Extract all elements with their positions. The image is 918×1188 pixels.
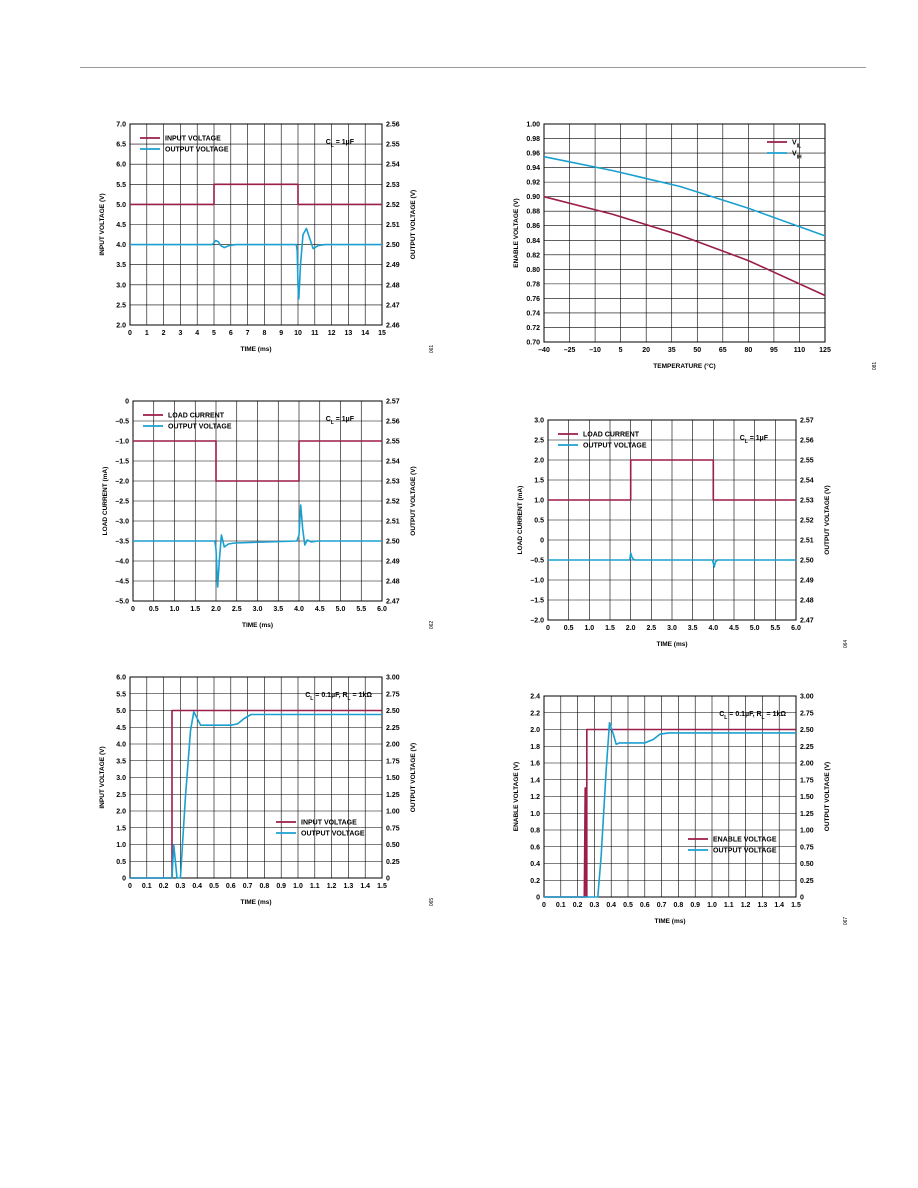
y-tick-label: 1.5 [116,825,126,833]
x-tick-label: 0.9 [690,902,701,909]
y2-tick-label: 3.00 [800,693,814,701]
y2-tick-label: 2.00 [800,760,814,768]
y2-tick-label: 2.51 [386,518,400,526]
x-tick-label: 6 [228,330,233,337]
y-tick-label: –2.0 [530,617,544,625]
chart-2 [513,122,878,371]
y-tick-label: 0.5 [116,858,126,866]
y2-tick-label: 0.50 [800,861,814,868]
y2-tick-label: 2.55 [386,141,400,149]
y2-tick-label: 2.50 [800,727,814,734]
x-tick-label: 14 [361,330,370,337]
condition-annotation: $C_L = 0.1\mu F$, $R_L = 1k\Omega$ [305,692,372,702]
x-tick-label: 0.5 [148,606,159,613]
condition-annotation: $C_L = 1\mu F$ [325,416,354,426]
y-tick-label: 0.2 [530,877,540,885]
y-tick-label: 3.0 [116,775,126,782]
x-axis-label: TIME (ms) [654,918,686,925]
y-tick-label: –4.5 [115,578,129,586]
legend-label: OUTPUT VOLTAGE [168,423,232,431]
x-tick-label: 8 [262,330,267,337]
x-tick-label: 0 [131,606,135,613]
x-tick-label: 110 [793,347,806,354]
y-tick-label: 2.4 [530,693,540,701]
y2-tick-label: 2.53 [386,478,400,486]
y-tick-label: 0.94 [526,165,540,173]
figure-code: 064 [843,639,849,649]
x-tick-label: 20 [642,347,651,354]
x-tick-label: 1.0 [169,606,180,613]
chart-3 [102,399,435,630]
legend-label: LOAD CURRENT [583,431,639,439]
x-tick-label: 5.5 [356,606,367,613]
x-tick-label: 0.7 [242,883,253,890]
x-axis-label: TIME (ms) [241,622,274,629]
y2-tick-label: 2.50 [386,538,400,546]
y2-tick-label: 1.25 [386,791,400,799]
condition-annotation: $C_L = 0.1\mu F$, $R_L = 1k\Omega$ [719,711,786,721]
x-tick-label: 1.0 [584,625,595,632]
figure-code: 062 [429,620,435,630]
y2-tick-label: 2.50 [386,708,400,715]
y2-tick-label: 2.49 [386,262,400,270]
y-tick-label: 5.0 [116,708,126,715]
y2-tick-label: 0.75 [800,844,814,852]
y-tick-label: 2.0 [530,727,540,734]
x-tick-label: 1.1 [309,883,320,890]
x-tick-label: 10 [294,330,302,337]
x-tick-label: 0.1 [555,902,566,909]
x-tick-label: 1 [144,330,149,337]
y2-tick-label: 2.47 [386,598,400,606]
x-tick-label: 1.5 [605,625,615,632]
y-tick-label: 6.0 [116,161,126,169]
y2-tick-label: 2.25 [386,724,400,732]
x-tick-label: 12 [327,330,336,337]
y-tick-label: 0.86 [526,223,540,231]
y-tick-label: 0 [125,398,129,406]
x-tick-label: 2 [161,330,166,337]
x-tick-label: 0.2 [158,883,169,890]
legend-label: INPUT VOLTAGE [301,819,357,827]
x-tick-label: 13 [344,330,353,337]
y-tick-label: –1.5 [115,458,129,466]
x-tick-label: 1.4 [360,883,371,890]
x-tick-label: 6.0 [377,606,387,613]
y-tick-label: –3.5 [115,538,129,546]
y2-tick-label: 2.53 [386,181,400,189]
y-tick-label: –1.5 [530,597,544,605]
legend-label: INPUT VOLTAGE [165,135,221,143]
y2-tick-label: 0.75 [386,825,400,833]
y2-tick-label: 2.50 [800,557,814,565]
figure-code: 067 [843,916,849,926]
y2-tick-label: 2.25 [800,743,814,751]
x-tick-label: 2.0 [211,606,221,613]
x-tick-label: 3.0 [252,606,263,613]
y-tick-label: 3.5 [116,758,126,766]
x-tick-label: 5.0 [335,606,346,613]
x-tick-label: –40 [538,347,550,354]
y2-tick-label: 2.55 [386,438,400,446]
x-tick-label: 0.1 [141,883,152,890]
series-line-1 [130,184,382,204]
x-tick-label: 4.5 [729,625,739,632]
x-tick-label: 0.4 [192,883,203,890]
y-tick-label: –0.5 [530,557,544,565]
x-tick-label: 0.4 [606,902,617,909]
y-tick-label: –1.0 [530,577,544,585]
legend-label: OUTPUT VOLTAGE [301,830,365,838]
y2-tick-label: 2.51 [800,537,814,545]
x-tick-label: 3.5 [273,606,284,613]
y-tick-label: –2.0 [115,478,129,486]
chart-1 [99,122,435,354]
x-tick-label: 0.5 [209,883,219,890]
y2-tick-label: 2.57 [386,398,400,406]
x-tick-label: 1.0 [293,883,303,890]
y2-tick-label: 2.50 [386,242,400,250]
x-tick-label: 3.5 [687,625,698,632]
x-tick-label: 1.4 [774,902,785,909]
x-tick-label: 4.0 [708,625,719,632]
y-tick-label: 2.5 [534,437,544,445]
y-tick-label: 0.84 [526,237,540,245]
x-tick-label: 5 [618,347,623,354]
x-tick-label: 1.3 [757,902,768,909]
chart-4 [517,418,849,649]
y-axis-label: INPUT VOLTAGE (V) [99,193,106,256]
y-axis-label: ENABLE VOLTAGE (V) [513,761,520,832]
figure-code: 061 [429,344,435,354]
y2-tick-label: 3.00 [386,674,400,682]
y2-tick-label: 2.56 [386,121,400,129]
y-tick-label: 6.5 [116,141,126,149]
y-tick-label: 0.88 [526,208,540,216]
x-tick-label: 15 [378,330,386,337]
y-tick-label: 3.0 [534,417,544,425]
series-line-2 [544,157,825,236]
x-tick-label: 35 [667,347,676,354]
series-line-2 [130,229,382,299]
y-tick-label: 5.5 [116,691,126,699]
condition-annotation: $C_L = 1\mu F$ [739,435,768,445]
y2-tick-label: 2.55 [800,457,814,465]
y2-tick-label: 2.52 [800,517,814,525]
x-tick-label: –10 [589,347,601,354]
x-tick-label: 125 [819,347,831,354]
x-tick-label: 0 [128,330,132,337]
y-tick-label: 2.0 [116,808,126,816]
y-tick-label: 7.0 [116,121,126,129]
y2-tick-label: 2.48 [800,597,814,605]
legend-label: OUTPUT VOLTAGE [583,442,647,450]
x-tick-label: 2.5 [231,606,242,613]
y2-tick-label: 2.52 [386,201,400,209]
y2-tick-label: 2.75 [386,691,400,699]
x-tick-label: 50 [693,347,702,354]
series-line-2 [130,712,382,878]
y-tick-label: 0.80 [526,266,540,274]
y2-tick-label: 0.25 [386,858,400,866]
x-axis-label: TIME (ms) [656,641,688,648]
y-tick-label: 1.0 [116,842,126,849]
y2-tick-label: 1.25 [800,810,814,818]
x-tick-label: 1.2 [740,902,751,909]
y2-tick-label: 1.75 [386,758,400,766]
x-tick-label: 0.2 [572,902,583,909]
y2-axis-label: OUTPUT VOLTAGE (V) [824,761,831,832]
x-tick-label: 65 [718,347,727,354]
y2-tick-label: 0 [386,875,390,883]
y2-tick-label: 1.00 [386,808,400,816]
x-tick-label: 80 [744,347,753,354]
y-tick-label: 2.0 [534,457,544,465]
x-tick-label: 3.0 [667,625,677,632]
y2-tick-label: 1.50 [800,794,814,801]
y2-tick-label: 2.48 [386,282,400,290]
y-axis-label: INPUT VOLTAGE (V) [99,746,106,809]
y2-tick-label: 2.54 [386,458,400,466]
y-tick-label: –1.0 [115,438,129,446]
x-tick-label: 0.7 [656,902,667,909]
y2-tick-label: 2.54 [386,161,400,169]
y2-tick-label: 2.47 [800,617,814,625]
x-tick-label: 0.3 [589,902,600,909]
x-tick-label: 7 [245,330,250,337]
y2-tick-label: 2.49 [800,577,814,585]
y-tick-label: 0.70 [526,339,540,347]
y-tick-label: 5.5 [116,181,126,189]
y-tick-label: 0.78 [526,281,540,289]
y-tick-label: 1.0 [534,497,544,505]
x-tick-label: 6.0 [791,625,801,632]
y-tick-label: 1.5 [534,477,544,485]
y2-axis-label: OUTPUT VOLTAGE (V) [824,485,831,555]
y2-tick-label: 2.49 [386,558,400,566]
y-tick-label: 5.0 [116,201,126,209]
y-tick-label: 0 [540,537,544,545]
x-tick-label: 0.5 [623,902,633,909]
y-tick-label: 3.5 [116,262,126,270]
series-line-2 [544,723,796,897]
x-tick-label: 2.5 [646,625,657,632]
chart-6 [513,694,849,926]
y2-tick-label: 2.51 [386,222,400,229]
figure-code: 065 [429,897,435,907]
y-tick-label: 0.72 [526,324,540,332]
x-tick-label: 4.0 [294,606,304,613]
y2-axis-label: OUTPUT VOLTAGE (V) [410,189,417,260]
x-axis-label: TIME (ms) [240,346,272,353]
x-tick-label: 9 [279,330,284,337]
y2-tick-label: 2.47 [386,302,400,310]
x-tick-label: 0.9 [276,883,287,890]
y-tick-label: 1.4 [530,777,540,785]
y-tick-label: –3.0 [115,518,129,526]
x-tick-label: 0 [128,883,132,890]
x-tick-label: 5.0 [749,625,760,632]
y2-tick-label: 1.50 [386,775,400,782]
y2-tick-label: 2.53 [800,497,814,505]
y2-tick-label: 0.50 [386,842,400,849]
x-tick-label: 5.5 [770,625,781,632]
plot-frame [544,124,825,342]
x-tick-label: 95 [770,347,778,354]
series-line-1 [544,197,825,296]
y-tick-label: 0 [122,875,126,883]
legend-label: $V_{IL}$ [792,139,802,150]
y-tick-label: –2.5 [115,498,129,506]
x-tick-label: 2.0 [625,625,636,632]
y2-tick-label: 2.52 [386,498,400,506]
y-tick-label: 2.2 [530,710,540,718]
x-axis-label: TIME (ms) [240,899,272,906]
y-axis-label: LOAD CURRENT (mA) [517,485,524,555]
y-tick-label: –5.0 [115,598,129,606]
y-tick-label: 4.0 [116,741,126,749]
condition-annotation: $C_L = 1\mu F$ [325,139,354,149]
y-tick-label: 2.5 [116,302,126,310]
x-tick-label: 0 [542,902,546,909]
y2-axis-label: OUTPUT VOLTAGE (V) [410,466,417,536]
y-tick-label: 1.2 [530,794,540,801]
x-tick-label: 5 [212,330,216,337]
y-tick-label: 0.76 [526,295,540,303]
y2-tick-label: 0 [800,894,804,902]
x-tick-label: 3 [178,330,183,337]
y-tick-label: 0.5 [534,517,544,525]
y-tick-label: 0 [536,894,540,902]
y-tick-label: 6.0 [116,674,126,682]
x-tick-label: 0.6 [225,883,236,890]
legend-label: ENABLE VOLTAGE [713,836,777,844]
x-tick-label: 4 [195,330,200,337]
y-tick-label: 0.8 [530,827,540,835]
y-tick-label: 0.92 [526,179,540,187]
y-tick-label: 4.0 [116,242,126,250]
y2-tick-label: 2.48 [386,578,400,586]
y2-tick-label: 0.25 [800,877,814,885]
y-tick-label: 0.90 [526,194,540,202]
x-tick-label: 1.5 [190,606,201,613]
x-tick-label: 1.2 [326,883,337,890]
x-tick-label: 1.3 [343,883,354,890]
chart-5 [99,675,435,907]
x-tick-label: 1.5 [791,902,801,909]
y2-tick-label: 2.57 [800,417,814,425]
legend-label: OUTPUT VOLTAGE [713,847,777,855]
y-tick-label: 1.8 [530,743,540,751]
y2-tick-label: 2.46 [386,322,400,330]
y2-tick-label: 2.54 [800,477,814,485]
y-tick-label: 0.96 [526,150,540,158]
y-tick-label: 4.5 [116,724,126,732]
legend-label: OUTPUT VOLTAGE [165,146,229,154]
x-tick-label: 0.3 [175,883,186,890]
y-tick-label: 2.0 [116,322,126,330]
y2-tick-label: 2.75 [800,710,814,718]
x-tick-label: 11 [311,330,319,337]
y-tick-label: 1.00 [526,121,540,129]
y2-tick-label: 2.00 [386,741,400,749]
y-tick-label: 0.98 [526,136,540,144]
x-tick-label: 0.6 [639,902,650,909]
x-tick-label: 0.5 [563,625,574,632]
x-tick-label: 0.8 [259,883,270,890]
y-axis-label: LOAD CURRENT (mA) [102,466,109,536]
x-tick-label: 0.8 [673,902,684,909]
x-tick-label: 1.0 [707,902,717,909]
x-tick-label: 1.1 [723,902,734,909]
y-tick-label: –4.0 [115,558,129,566]
y-tick-label: 2.5 [116,791,126,799]
y-tick-label: 0.74 [526,310,540,318]
x-tick-label: 1.5 [377,883,387,890]
legend-label: LOAD CURRENT [168,412,224,420]
y2-tick-label: 1.00 [800,827,814,835]
y-axis-label: ENABLE VOLTAGE (V) [513,198,520,268]
y-tick-label: 0.4 [530,861,540,868]
x-tick-label: 0 [546,625,550,632]
y-tick-label: 0.82 [526,252,540,260]
y2-axis-label: OUTPUT VOLTAGE (V) [410,742,417,813]
x-tick-label: 4.5 [314,606,325,613]
y2-tick-label: 2.56 [386,418,400,426]
y2-tick-label: 1.75 [800,777,814,785]
y-tick-label: –0.5 [115,418,129,426]
x-tick-label: –25 [563,347,576,354]
y-tick-label: 3.0 [116,282,126,290]
y2-tick-label: 2.56 [800,437,814,445]
legend-label: $V_{IH}$ [792,150,802,161]
figure-code: 081 [872,361,878,371]
y-tick-label: 0.6 [530,844,540,852]
y-tick-label: 4.5 [116,222,126,229]
y-tick-label: 1.0 [530,810,540,818]
y-tick-label: 1.6 [530,760,540,768]
x-axis-label: TEMPERATURE (°C) [653,363,716,370]
